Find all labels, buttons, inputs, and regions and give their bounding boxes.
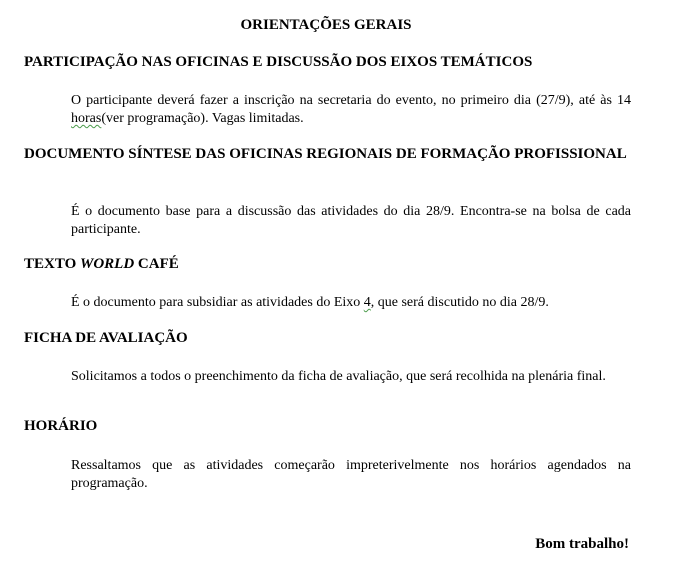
- section-heading-participacao: PARTICIPAÇÃO NAS OFICINAS E DISCUSSÃO DOS EIXOS TEMÁTICOS: [24, 54, 533, 70]
- heading-italic-text: WORLD: [80, 256, 135, 272]
- section-body-horario: Ressaltamos que as atividades começarão impreterivelmente nos horários agendados na programação.: [71, 458, 631, 491]
- section-body-ficha: Solicitamos a todos o preenchimento da ficha de avaliação, que será recolhida na plenária final.: [71, 369, 606, 384]
- section-body-world-cafe: [71, 294, 631, 312]
- page-title: ORIENTAÇÕES GERAIS: [240, 17, 412, 33]
- body-text: É o documento para subsidiar as atividades do Eixo: [71, 295, 364, 310]
- section-body-participacao: [71, 92, 631, 128]
- body-text: (ver programação). Vagas limitadas.: [101, 111, 304, 126]
- section-heading-documento: DOCUMENTO SÍNTESE DAS OFICINAS REGIONAIS DE FORMAÇÃO PROFISSIONAL: [24, 146, 627, 162]
- section-body-documento: É o documento base para a discussão das atividades do dia 28/9. Encontra-se na bolsa de cada participante.: [71, 204, 631, 237]
- spellcheck-word: horas: [71, 111, 102, 126]
- section-heading-world-cafe: [24, 256, 630, 273]
- heading-text: TEXTO: [24, 256, 80, 272]
- spellcheck-word: 4: [363, 295, 371, 310]
- signoff-text: Bom trabalho!: [535, 536, 629, 552]
- heading-text: CAFÉ: [134, 256, 179, 272]
- body-text: O participante deverá fazer a inscrição na secretaria do evento, no primeiro dia (27/9), até às 14: [71, 93, 631, 108]
- section-heading-documento-line1: [24, 146, 630, 163]
- body-text: , que será discutido no dia 28/9.: [370, 295, 549, 310]
- section-heading-ficha: FICHA DE AVALIAÇÃO: [24, 330, 188, 346]
- section-heading-horario: HORÁRIO: [24, 418, 98, 434]
